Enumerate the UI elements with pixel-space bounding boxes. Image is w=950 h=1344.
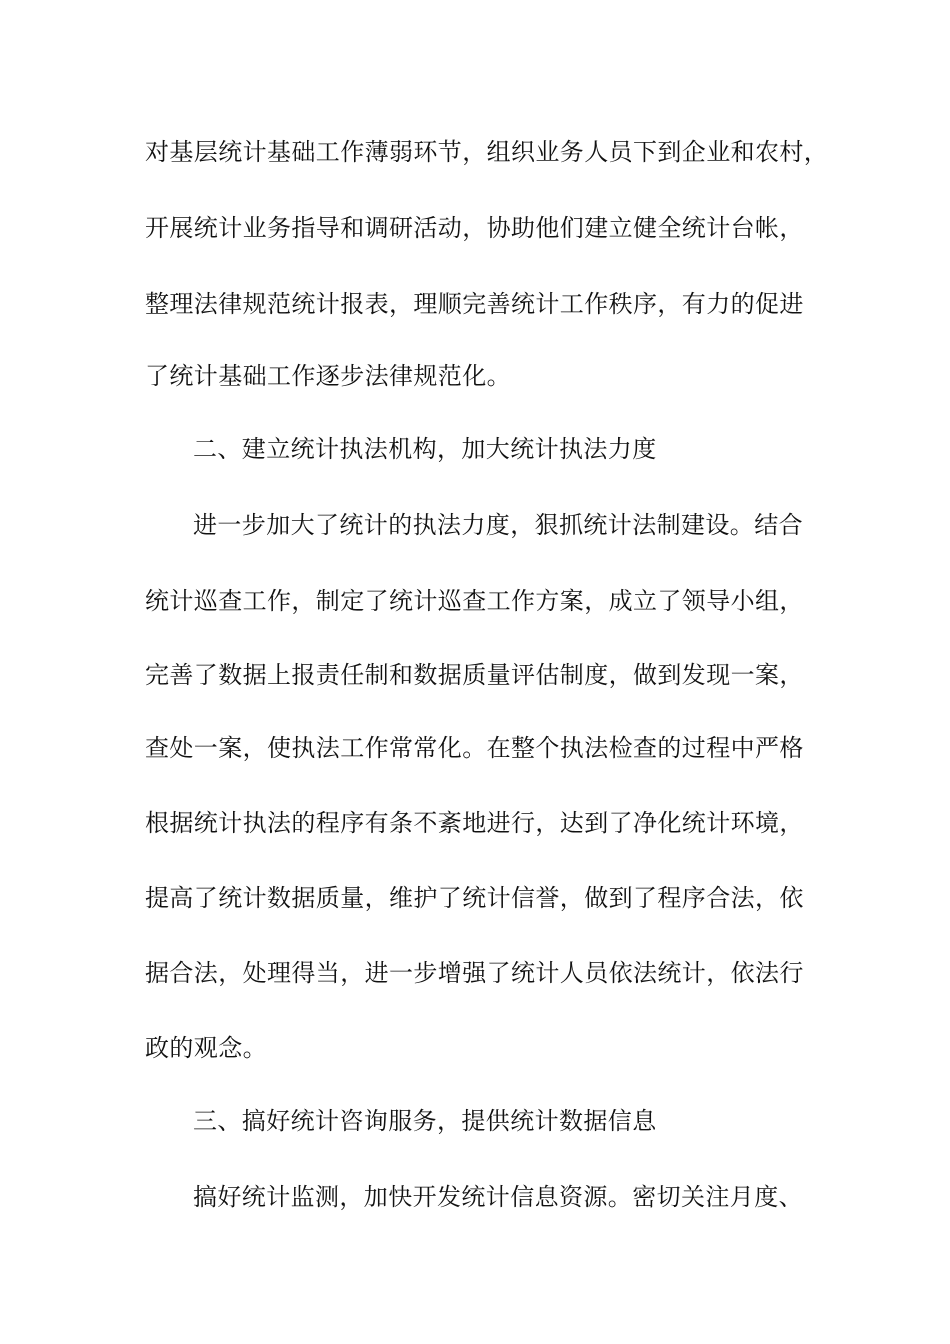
paragraph-line: 查处一案，使执法工作常常化。在整个执法检查的过程中严格	[145, 734, 804, 762]
paragraph-line: 开展统计业务指导和调研活动，协助他们建立健全统计台帐，	[145, 214, 804, 242]
paragraph-line: 完善了数据上报责任制和数据质量评估制度，做到发现一案，	[145, 661, 804, 689]
paragraph-line: 进一步加大了统计的执法力度，狠抓统计法制建设。结合	[193, 511, 803, 539]
paragraph-line: 了统计基础工作逐步法律规范化。	[145, 362, 511, 390]
paragraph-line: 统计巡查工作，制定了统计巡查工作方案，成立了领导小组，	[145, 587, 804, 615]
section-heading: 二、建立统计执法机构，加大统计执法力度	[193, 435, 657, 463]
paragraph-line: 提高了统计数据质量，维护了统计信誉，做到了程序合法，依	[145, 884, 804, 912]
paragraph-line: 政的观念。	[145, 1034, 267, 1062]
section-heading: 三、搞好统计咨询服务，提供统计数据信息	[193, 1107, 657, 1135]
paragraph-line: 对基层统计基础工作薄弱环节，组织业务人员下到企业和农村，	[145, 138, 829, 166]
paragraph-line: 根据统计执法的程序有条不紊地进行，达到了净化统计环境，	[145, 809, 804, 837]
paragraph-line: 搞好统计监测，加快开发统计信息资源。密切关注月度、	[193, 1183, 803, 1211]
paragraph-line: 整理法律规范统计报表，理顺完善统计工作秩序，有力的促进	[145, 290, 804, 318]
paragraph-line: 据合法，处理得当，进一步增强了统计人员依法统计，依法行	[145, 959, 804, 987]
